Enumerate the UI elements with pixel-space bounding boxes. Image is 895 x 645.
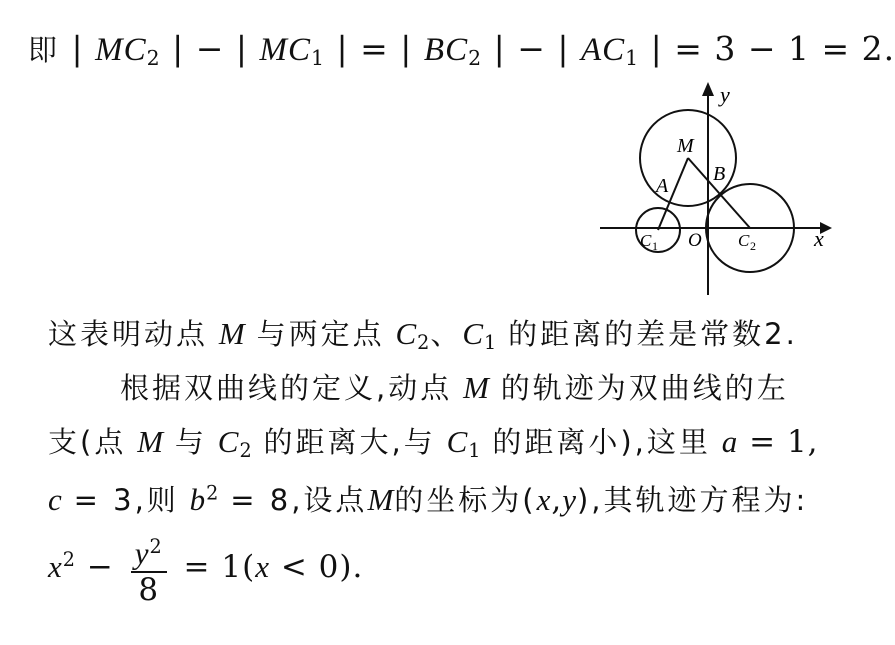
operator: = 1( — [183, 548, 256, 585]
superscript: 2 — [206, 481, 220, 505]
var-c2: C — [217, 424, 240, 459]
text: = 1, — [749, 424, 819, 460]
var-m: M — [218, 316, 246, 351]
var-c1: C — [462, 316, 485, 351]
segment-mc: MC — [95, 32, 147, 68]
var-c1: C — [446, 424, 469, 459]
abs-bar: | — [71, 29, 84, 68]
text: 根据双曲线的定义,动点 — [120, 371, 453, 405]
equation-line-1 — [28, 28, 895, 70]
text: 支(点 — [48, 425, 127, 459]
text: 的轨迹为双曲线的左 — [500, 371, 789, 405]
operator: < 0). — [280, 548, 364, 585]
text-line-3 — [120, 366, 789, 407]
operator: − — [86, 548, 114, 585]
fraction-numerator — [131, 530, 167, 573]
operator: | − | — [172, 29, 249, 68]
label-o: O — [688, 230, 702, 251]
subscript: 2 — [417, 330, 431, 354]
var-c: c — [48, 482, 63, 517]
text-line-2 — [48, 312, 798, 354]
segment-bc: BC — [423, 32, 469, 68]
var-a: a — [721, 424, 739, 459]
label-c1: C — [640, 231, 652, 250]
label-c1-sub: 1 — [652, 239, 658, 253]
text: 与 — [174, 425, 207, 459]
text: 的坐标为( — [394, 483, 537, 517]
label-y: y — [720, 82, 730, 107]
superscript: 2 — [149, 535, 163, 558]
var-c2: C — [395, 316, 418, 351]
fraction — [131, 530, 167, 607]
subscript: 2 — [468, 46, 483, 71]
label-c2-sub: 2 — [750, 239, 756, 253]
label-c2: C — [738, 231, 750, 250]
var-m: M — [137, 424, 165, 459]
text: = 8,设点 — [230, 483, 368, 517]
text: 的距离的差是常数2. — [508, 317, 798, 351]
operator: | − | — [493, 29, 570, 68]
equation-line-6 — [48, 530, 363, 607]
label-a: A — [656, 175, 669, 197]
var-y: y — [134, 535, 150, 571]
var-m: M — [463, 370, 490, 405]
var-b: b — [189, 482, 207, 517]
text: 的距离小),这里 — [492, 425, 711, 459]
text: 的距离大,与 — [263, 425, 436, 459]
subscript: 1 — [468, 438, 482, 462]
operator: | = | — [336, 29, 413, 68]
superscript: 2 — [62, 548, 76, 572]
subscript: 1 — [484, 330, 498, 354]
text-ji: 即 — [28, 33, 61, 67]
text-line-5 — [48, 478, 808, 519]
var-x: x — [255, 548, 270, 584]
subscript: 2 — [239, 438, 253, 462]
y-axis-arrow-icon — [702, 82, 714, 96]
subscript: 1 — [311, 46, 326, 71]
var-m: M — [367, 482, 395, 517]
subscript: 2 — [146, 46, 161, 71]
text: = 3,则 — [73, 483, 179, 517]
var-y: y — [562, 482, 577, 517]
hyperbola-figure — [600, 80, 840, 295]
text: ),其轨迹方程为: — [576, 483, 809, 517]
text: 这表明动点 — [48, 317, 209, 351]
var-x: x — [48, 548, 63, 584]
fraction-denominator: 8 — [138, 571, 160, 608]
label-m: M — [677, 135, 694, 157]
segment-ac: AC — [580, 32, 626, 68]
separator: 、 — [430, 317, 463, 351]
segment-mc: MC — [259, 32, 312, 68]
label-b: B — [713, 163, 726, 185]
text-line-4 — [48, 420, 819, 462]
subscript: 1 — [625, 46, 640, 71]
label-x: x — [814, 226, 824, 251]
var-x: x — [536, 482, 552, 517]
text: 与两定点 — [256, 317, 385, 351]
operator: | = 3 − 1 = 2. — [650, 29, 895, 68]
comma: , — [551, 482, 563, 518]
